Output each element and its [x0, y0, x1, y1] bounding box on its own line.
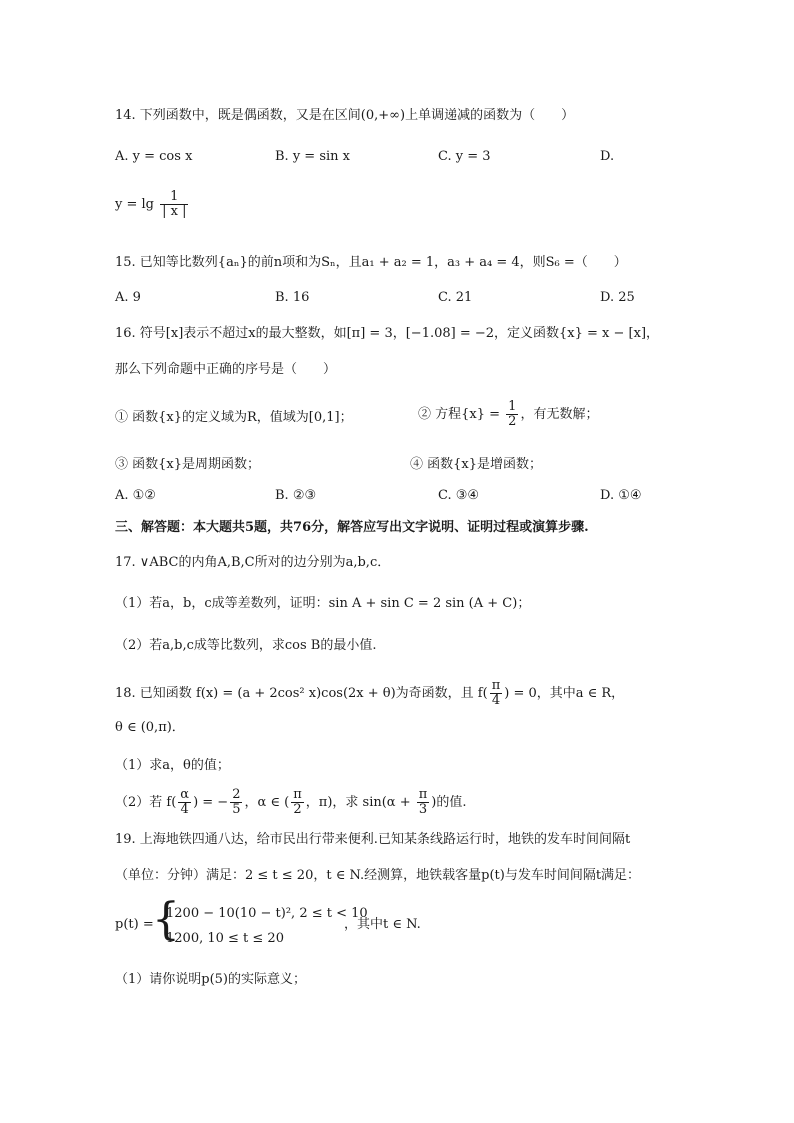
section-header: 三、解答题：本大题共5题，共76分，解答应写出文字说明、证明过程或演算步骤. — [115, 520, 589, 535]
q15-stem: 15. 已知等比数列{aₙ}的前n项和为Sₙ，且a₁ + a₂ = 1，a₃ + a₄ = 4，则S₆ =（ ） — [115, 255, 627, 270]
q19-piecewise-suffix: ，其中t ∈ N. — [344, 917, 421, 932]
q16-statement-2-suffix: ，有无数解； — [520, 407, 599, 422]
q16-statement-2-prefix: ② 方程{x} = — [418, 407, 505, 422]
q18-part-2-d: ，π)，求 sin(α + — [305, 795, 415, 810]
q18-part-2-a: （2）若 f( — [115, 795, 177, 810]
q17-part-2: （2）若a,b,c成等比数列，求cos B的最小值. — [115, 638, 377, 653]
q18-part-1: （1）求a，θ的值； — [115, 758, 230, 773]
q19-stem-2: （单位：分钟）满足：2 ≤ t ≤ 20，t ∈ N.经测算，地铁载客量p(t)与发车时间间隔t满足： — [115, 868, 641, 883]
q16-option-a: A. ①② — [115, 488, 156, 503]
q18-part-2-c: ，α ∈ ( — [244, 795, 290, 810]
q15-option-c: C. 21 — [438, 290, 473, 305]
q18-part-2-b: ) = − — [193, 795, 229, 810]
q18-part-2-frac-4 — [417, 788, 430, 817]
q14-option-b: B. y = sin x — [275, 149, 350, 164]
q15-option-a: A. 9 — [115, 290, 141, 305]
fraction-denominator: 4 — [491, 693, 501, 708]
q15-option-b: B. 16 — [275, 290, 310, 305]
q16-statement-1: ① 函数{x}的定义域为R，值域为[0,1]； — [115, 410, 353, 425]
q16-statement-2 — [418, 400, 598, 429]
q19-case-1: 1200 − 10(10 − t)², 2 ≤ t < 10 — [166, 906, 368, 921]
q16-stem-2: 那么下列命题中正确的序号是（ ） — [115, 362, 337, 377]
q18-part-2-frac-3 — [291, 788, 304, 817]
fraction-numerator: π — [491, 678, 501, 693]
q16-option-b: B. ②③ — [275, 488, 317, 503]
fraction-numerator: α — [180, 787, 190, 802]
fraction-denominator: 4 — [180, 802, 189, 817]
q18-stem-1-fraction — [490, 679, 503, 708]
q14-option-d-prefix: y = lg — [115, 197, 159, 212]
q15-option-d: D. 25 — [600, 290, 635, 305]
q19-case-2: 1200, 10 ≤ t ≤ 20 — [166, 931, 284, 946]
fraction-denominator: 3 — [418, 802, 428, 817]
q14-option-c: C. y = 3 — [438, 149, 491, 164]
q16-statement-4: ④ 函数{x}是增函数； — [410, 457, 543, 472]
q18-stem-1 — [115, 679, 624, 708]
fraction-numerator: π — [418, 787, 428, 802]
q18-part-2-frac-1 — [178, 788, 191, 817]
q14-stem: 14. 下列函数中，既是偶函数，又是在区间(0,+∞)上单调递减的函数为（ ） — [115, 108, 575, 123]
q17-part-1: （1）若a，b，c成等差数列，证明：sin A + sin C = 2 sin (A + C)； — [115, 596, 531, 611]
q19-stem-1: 19. 上海地铁四通八达，给市民出行带来便利.已知某条线路运行时，地铁的发车时间间隔t — [115, 832, 631, 847]
q16-statement-3: ③ 函数{x}是周期函数； — [115, 457, 261, 472]
fraction-denominator: | x | — [162, 204, 187, 219]
fraction-denominator: 2 — [293, 802, 302, 817]
fraction-numerator: π — [293, 787, 302, 802]
q18-part-2-e: )的值. — [431, 795, 467, 810]
q16-stem-1: 16. 符号[x]表示不超过x的最大整数，如[π] = 3，[−1.08] = −2，定义函数{x} = x − [x]， — [115, 326, 660, 341]
q18-stem-1-suffix: ) = 0，其中a ∈ R， — [504, 686, 625, 701]
q19-part-1: （1）请你说明p(5)的实际意义； — [115, 972, 307, 987]
q16-statement-2-fraction — [506, 400, 518, 429]
fraction-numerator: 1 — [508, 399, 517, 414]
q14-option-d-fraction — [160, 190, 188, 219]
q14-option-d-label: D. — [600, 149, 615, 164]
q18-stem-2: θ ∈ (0,π)． — [115, 720, 185, 735]
fraction-denominator: 2 — [508, 414, 517, 429]
q14-option-d-formula — [115, 190, 190, 219]
q16-option-d: D. ①④ — [600, 488, 642, 503]
q17-stem: 17. ∨ABC的内角A,B,C所对的边分别为a,b,c． — [115, 555, 391, 570]
fraction-denominator: 5 — [232, 802, 241, 817]
q18-stem-1-prefix: 18. 已知函数 f(x) = (a + 2cos² x)cos(2x + θ)为奇函数，且 f( — [115, 686, 488, 701]
q14-option-a: A. y = cos x — [115, 149, 193, 164]
q18-part-2 — [115, 788, 467, 817]
piecewise-brace: { — [152, 894, 180, 945]
fraction-numerator: 2 — [232, 787, 241, 802]
q19-piecewise-lhs: p(t) = — [115, 917, 154, 932]
fraction-numerator: 1 — [160, 190, 188, 205]
q16-option-c: C. ③④ — [438, 488, 480, 503]
q18-part-2-frac-2 — [230, 788, 242, 817]
